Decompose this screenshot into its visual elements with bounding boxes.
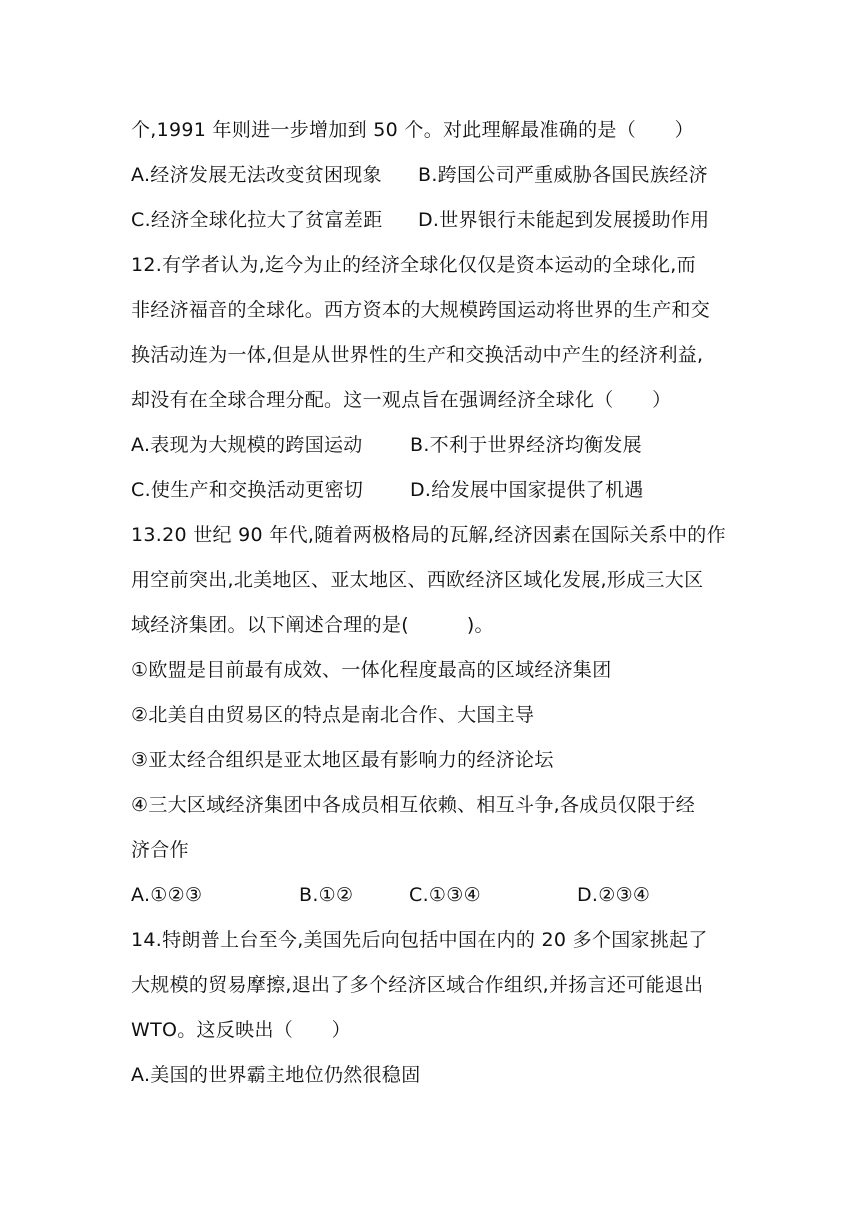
q13-text-line: 域经济集团。以下阐述合理的是( )。 (131, 614, 494, 636)
q11-option-c: C.经济全球化拉大了贫富差距 (131, 209, 383, 231)
q12-option-a: A.表现为大规模的跨国运动 (131, 434, 363, 456)
q13-option-b: B.①② (299, 884, 354, 906)
q12-option-b: B.不利于世界经济均衡发展 (410, 434, 642, 456)
q12-options-row-2 (131, 468, 731, 513)
q11-options-row-1 (131, 153, 731, 198)
text-line: 个,1991 年则进一步增加到 50 个。对此理解最准确的是（ ） (131, 119, 694, 141)
q11-option-d: D.世界银行未能起到发展援助作用 (418, 209, 710, 231)
q13-text-line: 13.20 世纪 90 年代,随着两极格局的瓦解,经济因素在国际关系中的作 (131, 524, 726, 546)
q13-statement-4-cont: 济合作 (131, 839, 189, 861)
q14-text-line: WTO。这反映出（ ） (131, 1019, 351, 1041)
q13-statement-3: ③亚太经合组织是亚太地区最有影响力的经济论坛 (131, 749, 554, 771)
q13-statement-2: ②北美自由贸易区的特点是南北合作、大国主导 (131, 704, 535, 726)
document-content (131, 108, 731, 1098)
q13-statement-1: ①欧盟是目前最有成效、一体化程度最高的区域经济集团 (131, 659, 612, 681)
q13-option-d: D.②③④ (577, 884, 651, 906)
q13-options-row (131, 873, 731, 918)
q11-options-row-2 (131, 198, 731, 243)
q11-option-b: B.跨国公司严重威胁各国民族经济 (418, 164, 708, 186)
q12-text-line: 换活动连为一体,但是从世界性的生产和交换活动中产生的经济利益, (131, 344, 704, 366)
q12-text-line: 12.有学者认为,迄今为止的经济全球化仅仅是资本运动的全球化,而 (131, 254, 696, 276)
q12-option-d: D.给发展中国家提供了机遇 (410, 479, 644, 501)
q13-option-a: A.①②③ (131, 884, 203, 906)
q12-option-c: C.使生产和交换活动更密切 (131, 479, 364, 501)
q14-option-a: A.美国的世界霸主地位仍然很稳固 (131, 1064, 421, 1086)
q12-text-line: 却没有在全球合理分配。这一观点旨在强调经济全球化（ ） (131, 389, 672, 411)
q14-text-line: 大规模的贸易摩擦,退出了多个经济区域合作组织,并扬言还可能退出 (131, 974, 704, 996)
q11-option-a: A.经济发展无法改变贫困现象 (131, 164, 382, 186)
q13-text-line: 用空前突出,北美地区、亚太地区、西欧经济区域化发展,形成三大区 (131, 569, 704, 591)
q14-text-line: 14.特朗普上台至今,美国先后向包括中国在内的 20 多个国家挑起了 (131, 929, 708, 951)
q12-text-line: 非经济福音的全球化。西方资本的大规模跨国运动将世界的生产和交 (131, 299, 711, 321)
q13-option-c: C.①③④ (409, 884, 481, 906)
q13-statement-4: ④三大区域经济集团中各成员相互依赖、相互斗争,各成员仅限于经 (131, 794, 696, 816)
q12-options-row-1 (131, 423, 731, 468)
